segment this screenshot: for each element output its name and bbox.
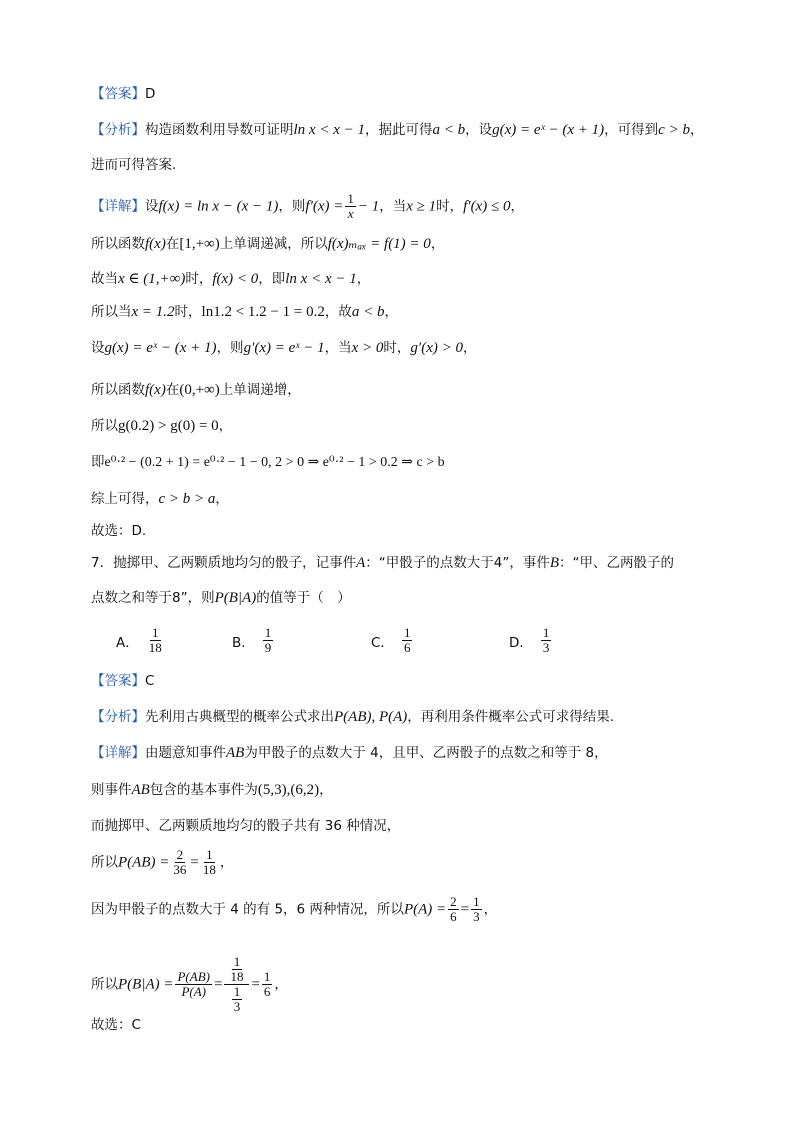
math-expression: c > b <box>658 122 690 138</box>
math-expression: B <box>549 555 560 571</box>
text-segment: 即 <box>91 454 105 470</box>
fraction-denominator: 3 <box>542 640 550 655</box>
text-segment: ，则 <box>216 340 244 356</box>
math-expression: (5,3),(6,2) <box>257 782 320 798</box>
math-expression: AB <box>131 782 150 798</box>
text-segment: 先利用古典概型的概率公式求出 <box>145 709 334 725</box>
fraction-numerator: 1 <box>473 894 480 909</box>
text-segment: ， <box>274 976 288 993</box>
math-expression: e⁰·² − (0.2 + 1) = e⁰·² − 1 − 0, 2 > 0 ⇒ e⁰·² − 1 > 0.2 ⇒ c > b <box>104 455 445 470</box>
text-segment: 包含的基本事件为 <box>149 782 258 798</box>
math-expression: f′(x) ≤ 0 <box>463 198 511 215</box>
answer-tag: 【答案】 <box>91 673 145 689</box>
text-segment: ， <box>219 854 234 871</box>
text-segment: ， <box>689 122 704 138</box>
q7-answer-value: C <box>145 673 155 689</box>
detail-tag: 【详解】 <box>91 745 145 761</box>
text-segment: ，可得到 <box>604 122 659 138</box>
text-segment: 在 <box>165 236 180 252</box>
text-segment: 综上可得， <box>91 491 159 507</box>
q7-conclusion: 故选：C <box>91 1017 141 1033</box>
fraction-numerator: 2 <box>176 847 184 862</box>
math-expression: f(x) = ln x − (x − 1) <box>158 198 279 215</box>
math-expression: x > 0 <box>351 340 384 356</box>
fraction-numerator: 1 <box>152 625 159 640</box>
q7-stem-line-1 <box>91 553 674 573</box>
text-segment: 所以 <box>91 854 118 871</box>
fraction <box>471 895 482 924</box>
math-expression: f(x) < 0 <box>212 271 259 287</box>
math-expression: P(A) = <box>403 901 447 918</box>
text-segment: ，当 <box>324 340 352 356</box>
math-expression: P(AB), P(A) <box>334 709 408 725</box>
q6-detail-line-1 <box>91 192 524 221</box>
q7-analysis-line <box>91 707 614 727</box>
fraction <box>171 848 188 877</box>
text-segment: ， <box>384 304 398 320</box>
math-expression: a < b <box>432 122 466 138</box>
text-segment: ， <box>356 271 371 287</box>
text-segment: 所以 <box>91 976 118 993</box>
fraction-numerator: 1 <box>233 954 241 969</box>
q7-detail-line-4 <box>91 848 233 877</box>
text-segment: 时， <box>174 304 202 320</box>
q6-detail-line-9 <box>91 489 229 509</box>
fraction-denominator: 18 <box>230 969 244 984</box>
math-expression: f(x) <box>145 382 166 398</box>
fraction <box>175 970 211 999</box>
text-segment: 时， <box>436 198 464 215</box>
text-segment: ，故 <box>324 304 352 320</box>
math-expression: a < b <box>351 304 385 320</box>
text-segment: ，据此可得 <box>364 122 433 138</box>
text-segment: ， <box>218 418 233 434</box>
text-segment: 所以 <box>91 418 118 434</box>
option-label: D． <box>509 634 533 651</box>
q6-detail-line-7 <box>91 416 232 436</box>
q7-option-a[interactable] <box>116 626 166 655</box>
fraction-numerator: 1 <box>233 984 241 999</box>
text-segment: ， <box>462 340 477 356</box>
text-segment: ，即 <box>258 271 286 287</box>
text-segment: 在 <box>165 382 180 398</box>
fraction-numerator: 1 <box>347 191 354 206</box>
math-expression: g′(x) > 0 <box>410 340 463 356</box>
text-segment: 上单调递增， <box>219 382 301 398</box>
text-segment: ：“甲、乙两骰子的 <box>559 555 675 571</box>
fraction <box>402 626 413 655</box>
analysis-tag: 【分析】 <box>91 122 145 138</box>
math-expression: P(B|A) = <box>118 976 174 993</box>
text-segment: 所以函数 <box>91 236 145 252</box>
option-label: C． <box>371 634 394 651</box>
option-label: A． <box>116 634 139 651</box>
text-segment: ，再利用条件概率公式可求得结果. <box>407 709 615 725</box>
text-segment: 因为甲骰子的点数大于 4 的有 5，6 两种情况，所以 <box>91 901 404 918</box>
fraction-numerator: 1 <box>542 625 550 640</box>
math-expression: f′(x) = <box>305 198 344 215</box>
q6-conclusion: 故选：D. <box>91 523 147 539</box>
fraction-denominator: 6 <box>263 984 271 999</box>
math-expression: − 1 <box>357 198 380 215</box>
q7-option-c[interactable] <box>371 626 414 655</box>
q6-answer-line <box>91 84 155 104</box>
fraction-denominator: 9 <box>264 640 272 655</box>
q6-detail-line-5 <box>91 338 476 358</box>
q7-detail-line-2 <box>91 780 333 800</box>
text-segment: ， <box>510 198 524 215</box>
fraction <box>345 192 356 221</box>
fraction <box>147 626 164 655</box>
math-expression: c > b > a <box>158 491 216 507</box>
q6-detail-line-6 <box>91 380 301 400</box>
q6-detail-line-4 <box>91 302 398 322</box>
text-segment: 则事件 <box>91 782 132 798</box>
text-segment: ， <box>319 782 333 798</box>
math-expression: (0,+∞) <box>179 382 220 398</box>
q6-analysis-line-1 <box>91 120 703 140</box>
math-expression: = <box>251 976 260 993</box>
detail-tag: 【详解】 <box>91 198 145 215</box>
text-segment: ，当 <box>379 198 407 215</box>
fraction-denominator: 18 <box>202 862 216 877</box>
math-expression: g(x) = eˣ − (x + 1) <box>104 340 217 356</box>
math-expression: g′(x) = eˣ − 1 <box>243 340 325 356</box>
compound-fraction <box>224 955 249 1014</box>
math-expression: = <box>213 976 223 993</box>
math-expression: P(B|A) <box>214 590 257 606</box>
fraction-denominator: 36 <box>173 862 187 877</box>
text-segment: ， <box>430 236 445 252</box>
q6-detail-line-8 <box>91 452 445 473</box>
fraction-numerator <box>224 955 249 985</box>
fraction-denominator: 6 <box>450 909 457 924</box>
fraction <box>541 626 552 655</box>
fraction-numerator: 2 <box>450 894 457 909</box>
answer-tag: 【答案】 <box>91 86 145 102</box>
text-segment: ，设 <box>465 122 493 138</box>
math-expression: f(x) <box>145 236 166 252</box>
fraction-numerator: 1 <box>264 625 272 640</box>
text-segment: 构造函数利用导数可证明 <box>145 122 294 138</box>
fraction <box>201 848 218 877</box>
fraction-denominator: 3 <box>233 999 241 1014</box>
analysis-tag: 【分析】 <box>91 709 145 725</box>
q7-detail-line-6 <box>91 955 288 1014</box>
q7-option-d[interactable] <box>509 626 553 655</box>
q7-detail-line-5 <box>91 895 497 924</box>
fraction-denominator: P(A) <box>181 984 206 999</box>
math-expression: = <box>460 901 470 918</box>
text-segment: 所以当 <box>91 304 132 320</box>
q7-option-b[interactable] <box>232 626 275 655</box>
math-expression: g(0.2) > g(0) = 0 <box>118 418 219 434</box>
fraction-denominator: 6 <box>403 640 411 655</box>
q7-stem-line-2 <box>91 588 351 608</box>
q6-analysis-line-2: 进而可得答案. <box>91 157 177 173</box>
text-segment: 所以函数 <box>91 382 145 398</box>
math-expression: [1,+∞) <box>179 236 220 252</box>
math-expression: ln x < x − 1 <box>285 271 357 287</box>
fraction-denominator: 3 <box>473 909 480 924</box>
text-segment: 时， <box>185 271 213 287</box>
q6-answer-value: D <box>145 86 156 102</box>
text-segment: 时， <box>383 340 411 356</box>
q7-detail-line-1 <box>91 743 608 763</box>
text-segment: ， <box>215 491 229 507</box>
fraction <box>448 895 459 924</box>
fraction-denominator: x <box>347 206 354 221</box>
text-segment: ：“甲骰子的点数大于4”，事件 <box>365 555 550 571</box>
math-expression: A <box>356 555 366 571</box>
fraction-numerator: P(AB) <box>177 969 210 984</box>
text-segment: 7．抛掷甲、乙两颗质地均匀的骰子，记事件 <box>91 555 357 571</box>
math-expression: x ∈ (1,+∞) <box>118 271 186 287</box>
q6-detail-line-2 <box>91 234 444 254</box>
text-segment: 由题意知事件 <box>145 745 226 761</box>
math-expression: g(x) = eˣ − (x + 1) <box>492 122 605 138</box>
text-segment: 设 <box>91 340 105 356</box>
fraction <box>263 626 274 655</box>
q7-answer-line <box>91 671 154 691</box>
text-segment: 上单调递减，所以 <box>219 236 328 252</box>
fraction-denominator: 18 <box>148 640 162 655</box>
fraction-numerator: 1 <box>263 969 271 984</box>
math-expression: = <box>190 854 199 871</box>
option-label: B． <box>232 634 255 651</box>
text-segment: 故当 <box>91 271 118 287</box>
fraction-denominator <box>228 985 247 1014</box>
math-expression: AB <box>226 745 245 761</box>
text-segment: ，则 <box>278 198 306 215</box>
fraction-numerator: 1 <box>403 625 411 640</box>
fraction <box>228 955 245 984</box>
math-expression: P(AB) = <box>118 854 170 871</box>
fraction-numerator: 1 <box>206 847 213 862</box>
fraction <box>262 970 273 999</box>
fraction <box>232 985 243 1014</box>
q6-detail-line-3 <box>91 269 370 289</box>
text-segment: ， <box>483 901 498 918</box>
q7-detail-line-3: 而抛掷甲、乙两颗质地均匀的骰子共有 36 种情况， <box>91 818 401 834</box>
text-segment: 点数之和等于8”，则 <box>91 590 215 606</box>
math-expression: x = 1.2 <box>131 304 175 320</box>
text-segment: 设 <box>145 198 159 215</box>
math-expression: ln x < x − 1 <box>293 122 365 138</box>
math-expression: ln1.2 < 1.2 − 1 = 0.2 <box>201 304 325 320</box>
text-segment: 的值等于（ ） <box>256 590 351 606</box>
math-expression: x ≥ 1 <box>406 198 437 215</box>
text-segment: 为甲骰子的点数大于 4，且甲、乙两骰子的点数之和等于 8， <box>244 745 608 761</box>
math-expression: f(x)ₘₐₓ = f(1) = 0 <box>327 236 431 252</box>
